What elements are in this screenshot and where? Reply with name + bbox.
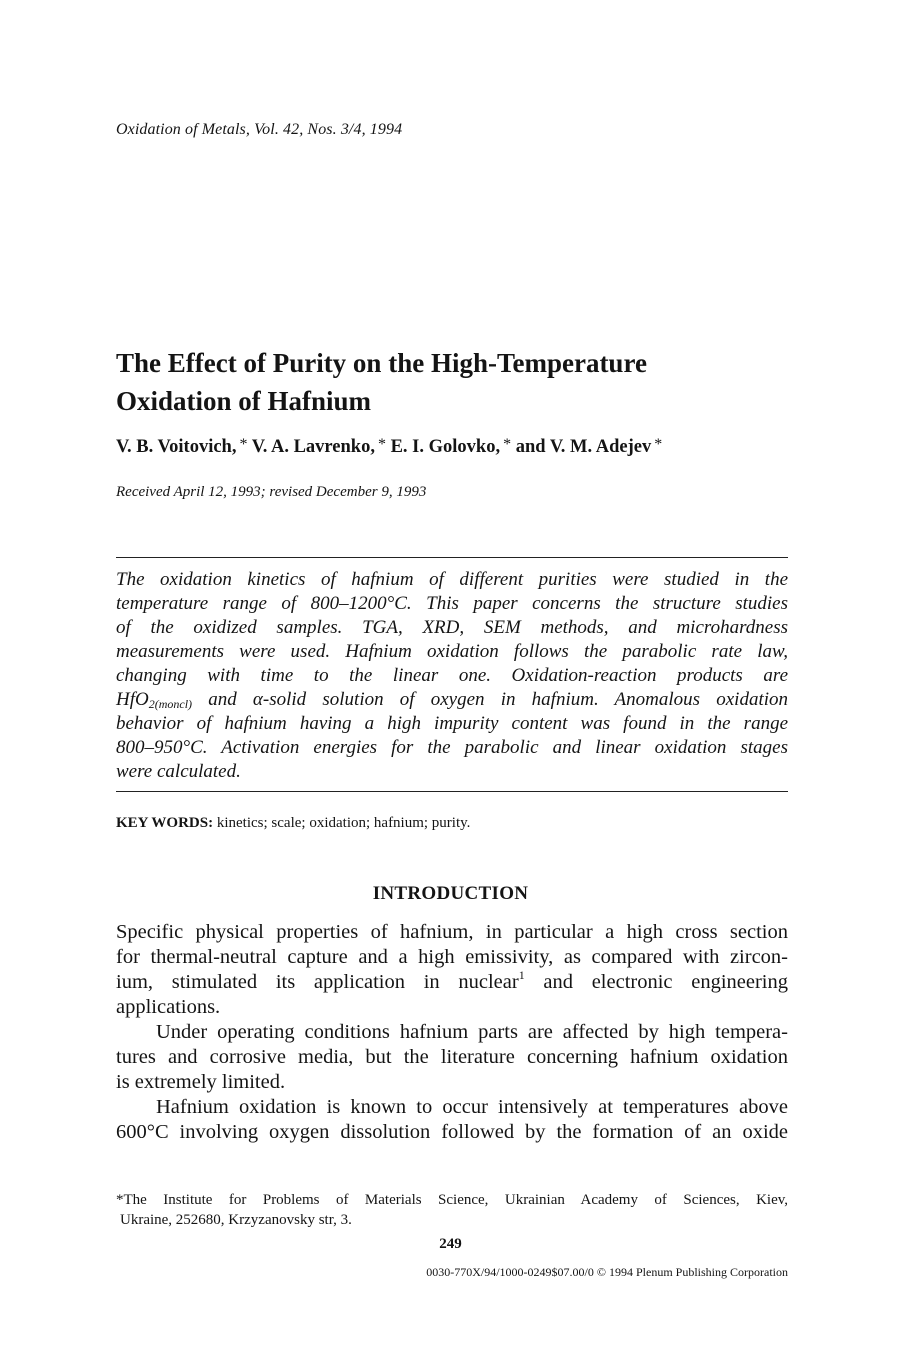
reference-marker: 1	[518, 968, 525, 982]
body-line: applications.	[116, 996, 221, 1018]
received-dates: Received April 12, 1993; revised December 9, 1993	[116, 484, 427, 500]
author-list	[116, 436, 662, 458]
body-text	[116, 920, 788, 1145]
formula-subscript: 2(moncl)	[148, 697, 193, 711]
footnote	[116, 1190, 788, 1230]
body-line: is extremely limited.	[116, 1071, 286, 1093]
author-4: and V. M. Adejev	[515, 437, 652, 457]
abstract-line-formula	[116, 688, 788, 712]
page-number: 249	[439, 1236, 462, 1252]
body-text-part: and electronic engineering	[524, 971, 788, 993]
body-line: Hafnium oxidation is known to occur intensively at temperatures above	[156, 1096, 788, 1118]
title-line-1: The Effect of Purity on the High-Temperature	[116, 348, 647, 378]
paper-title	[116, 344, 796, 420]
body-line-citation	[116, 970, 788, 995]
author-1-mark: *	[239, 436, 248, 453]
keywords-text: kinetics; scale; oxidation; hafnium; purity.	[213, 815, 471, 831]
body-line: 600°C involving oxygen dissolution followed by the formation of an oxide	[116, 1121, 788, 1143]
abstract-line: measurements were used. Hafnium oxidation follows the parabolic rate law,	[116, 641, 788, 662]
abstract-line: behavior of hafnium having a high impurity content was found in the range	[116, 713, 788, 734]
author-3: E. I. Golovko,	[390, 437, 501, 457]
author-2-mark: *	[377, 436, 386, 453]
author-1: V. B. Voitovich,	[116, 437, 237, 457]
section-heading: INTRODUCTION	[372, 883, 529, 904]
abstract-line: temperature range of 800–1200°C. This paper concerns the structure studies	[116, 593, 788, 614]
body-line: Specific physical properties of hafnium, in particular a high cross section	[116, 921, 788, 943]
abstract-top-rule	[116, 557, 788, 558]
formula-hfo2: HfO	[116, 689, 149, 710]
journal-citation: Oxidation of Metals, Vol. 42, Nos. 3/4, 1994	[116, 121, 403, 138]
title-line-2: Oxidation of Hafnium	[116, 386, 372, 416]
body-text-part: ium, stimulated its application in nuclear	[116, 971, 519, 993]
keywords-label: KEY WORDS:	[116, 815, 214, 831]
author-2: V. A. Lavrenko,	[251, 437, 375, 457]
footnote-line: *The Institute for Problems of Materials Science, Ukrainian Academy of Sciences, Kiev,	[116, 1192, 788, 1208]
author-4-mark: *	[654, 436, 663, 453]
copyright-line: 0030-770X/94/1000-0249$07.00/0 © 1994 Plenum Publishing Corporation	[426, 1265, 788, 1279]
body-line: Under operating conditions hafnium parts are affected by high tempera-	[156, 1021, 788, 1043]
author-3-mark: *	[503, 436, 512, 453]
abstract-line: changing with time to the linear one. Oxidation-reaction products are	[116, 665, 788, 686]
body-line: tures and corrosive media, but the literature concerning hafnium oxidation	[116, 1046, 788, 1068]
abstract	[116, 568, 788, 784]
abstract-line: were calculated.	[116, 761, 241, 782]
abstract-line: of the oxidized samples. TGA, XRD, SEM methods, and microhardness	[116, 617, 788, 638]
abstract-line: 800–950°C. Activation energies for the parabolic and linear oxidation stages	[116, 737, 788, 758]
abstract-line: The oxidation kinetics of hafnium of different purities were studied in the	[116, 569, 788, 590]
keywords	[116, 815, 470, 832]
footnote-line: Ukraine, 252680, Krzyzanovsky str, 3.	[120, 1212, 352, 1228]
abstract-bottom-rule	[116, 791, 788, 792]
formula-rest: and α-solid solution of oxygen in hafnium. Anomalous oxidation	[192, 689, 788, 710]
body-line: for thermal-neutral capture and a high emissivity, as compared with zircon-	[116, 946, 788, 968]
